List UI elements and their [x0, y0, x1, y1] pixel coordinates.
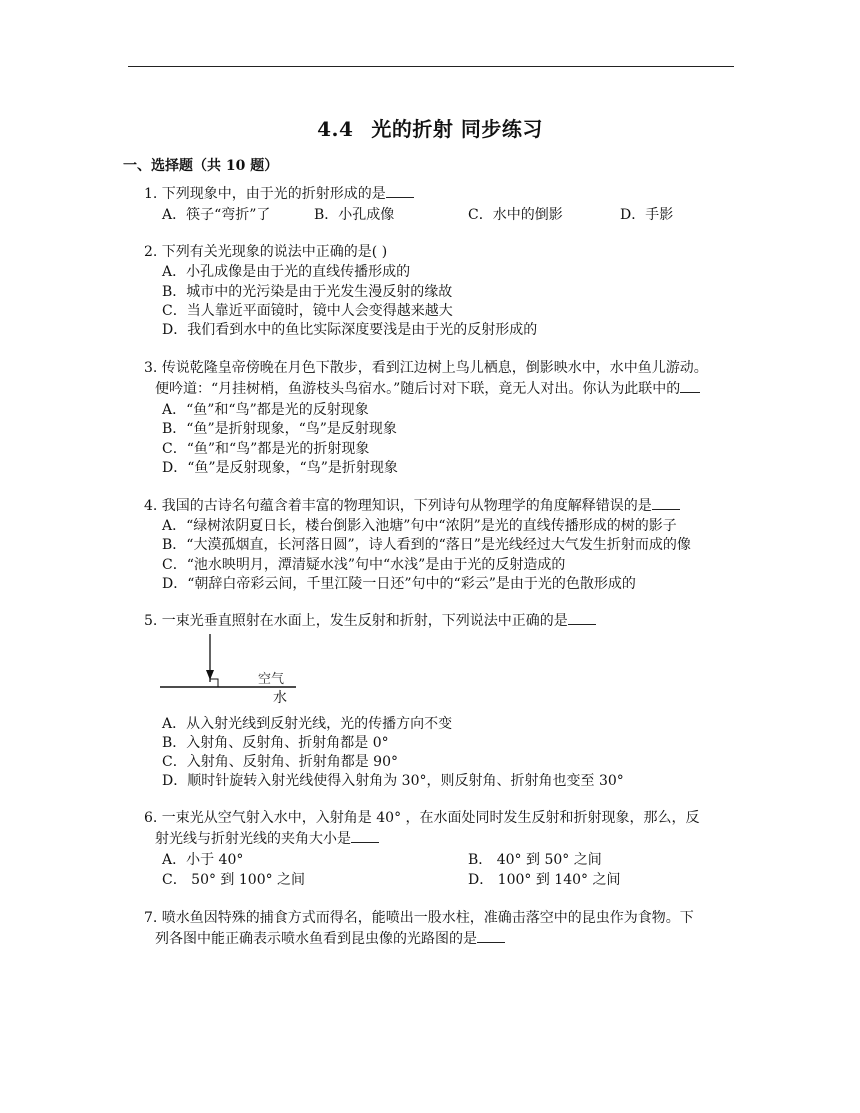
question-5-stem: 5. 一束光垂直照射在水面上，发生反射和折射，下列说法中正确的是	[144, 612, 596, 631]
question-4-option-d: D．“朝辞白帝彩云间，千里江陵一日还”句中的“彩云”是由于光的色散形成的	[162, 576, 636, 592]
section-heading: 一、选择题（共 10 题）	[123, 158, 279, 174]
light-reflection-figure	[158, 632, 298, 704]
question-2-option-b: B．城市中的光污染是由于光发生漫反射的缘故	[162, 284, 453, 300]
question-3-option-a: A．“鱼”和“鸟”都是光的反射现象	[162, 402, 369, 418]
section-number: 4.4	[317, 117, 354, 141]
question-4-option-a: A．“绿树浓阴夏日长，楼台倒影入池塘”句中“浓阴”是光的直线传播形成的树的影子	[162, 518, 677, 534]
air-label: 空气	[258, 672, 285, 687]
question-2-stem: 2. 下列有关光现象的说法中正确的是( )	[144, 244, 388, 260]
question-1-option-a: A．筷子“弯折”了	[162, 207, 271, 223]
question-5-option-b: B．入射角、反射角、折射角都是 0°	[162, 735, 389, 751]
question-6-option-b: B． 40° 到 50° 之间	[468, 852, 602, 868]
question-3-option-c: C．“鱼”和“鸟”都是光的折射现象	[162, 441, 370, 457]
answer-blank	[568, 612, 596, 625]
question-1-option-c: C．水中的倒影	[468, 207, 563, 223]
answer-blank	[386, 185, 414, 198]
header-rule	[128, 66, 734, 67]
question-3-option-b: B．“鱼”是折射现象，“鸟”是反射现象	[162, 421, 397, 437]
question-6-stem: 6. 一束光从空气射入水中，入射角是 40° ，在水面处同时发生反射和折射现象，那么，反	[144, 810, 700, 826]
right-angle-marker	[210, 679, 218, 687]
page-title	[0, 113, 860, 142]
question-2-option-a: A．小孔成像是由于光的直线传播形成的	[162, 264, 411, 280]
question-4-stem: 4. 我国的古诗名句蕴含着丰富的物理知识，下列诗句从物理学的角度解释错误的是	[144, 497, 680, 516]
answer-blank	[351, 830, 379, 843]
question-6-option-a: A．小于 40°	[162, 852, 244, 868]
question-4-option-c: C．“池水映明月，潭清疑水浅”句中“水浅”是由于光的反射造成的	[162, 557, 566, 573]
question-6-option-d: D． 100° 到 140° 之间	[468, 872, 621, 888]
question-2-option-c: C．当人靠近平面镜时，镜中人会变得越来越大	[162, 303, 453, 319]
question-6-option-c: C． 50° 到 100° 之间	[162, 872, 306, 888]
question-3-option-d: D．“鱼”是反射现象，“鸟”是折射现象	[162, 460, 398, 476]
question-5-option-d: D．顺时针旋转入射光线使得入射角为 30°，则反射角、折射角也变至 30°	[162, 773, 624, 789]
answer-blank	[477, 930, 505, 943]
question-1-stem: 1. 下列现象中，由于光的折射形成的是	[144, 185, 414, 204]
question-7-stem: 7. 喷水鱼因特殊的捕食方式而得名，能喷出一股水柱，准确击落空中的昆虫作为食物。下	[144, 910, 694, 926]
question-7-stem-continued: 列各图中能正确表示喷水鱼看到昆虫像的光路图的是	[155, 930, 505, 949]
question-6-stem-continued: 射光线与折射光线的夹角大小是	[155, 830, 379, 849]
answer-blank	[652, 497, 680, 510]
title-text: 光的折射 同步练习	[371, 117, 543, 141]
question-1-option-b: B．小孔成像	[314, 207, 395, 223]
answer-blank	[680, 380, 700, 393]
question-5-option-a: A．从入射光线到反射光线，光的传播方向不变	[162, 716, 453, 732]
question-2-option-d: D．我们看到水中的鱼比实际深度要浅是由于光的反射形成的	[162, 322, 538, 338]
question-3-stem: 3. 传说乾隆皇帝傍晚在月色下散步，看到江边树上鸟儿栖息，倒影映水中，水中鱼儿游动。	[144, 360, 708, 376]
question-4-option-b: B．“大漠孤烟直，长河落日圆”，诗人看到的“落日”是光线经过大气发生折射而成的像	[162, 537, 691, 553]
question-1-option-d: D．手影	[620, 207, 674, 223]
water-label: 水	[273, 690, 287, 704]
question-3-stem-continued: 便吟道：“月挂树梢，鱼游枝头鸟宿水。”随后讨对下联，竟无人对出。你认为此联中的	[155, 380, 700, 399]
question-5-option-c: C．入射角、反射角、折射角都是 90°	[162, 754, 398, 770]
